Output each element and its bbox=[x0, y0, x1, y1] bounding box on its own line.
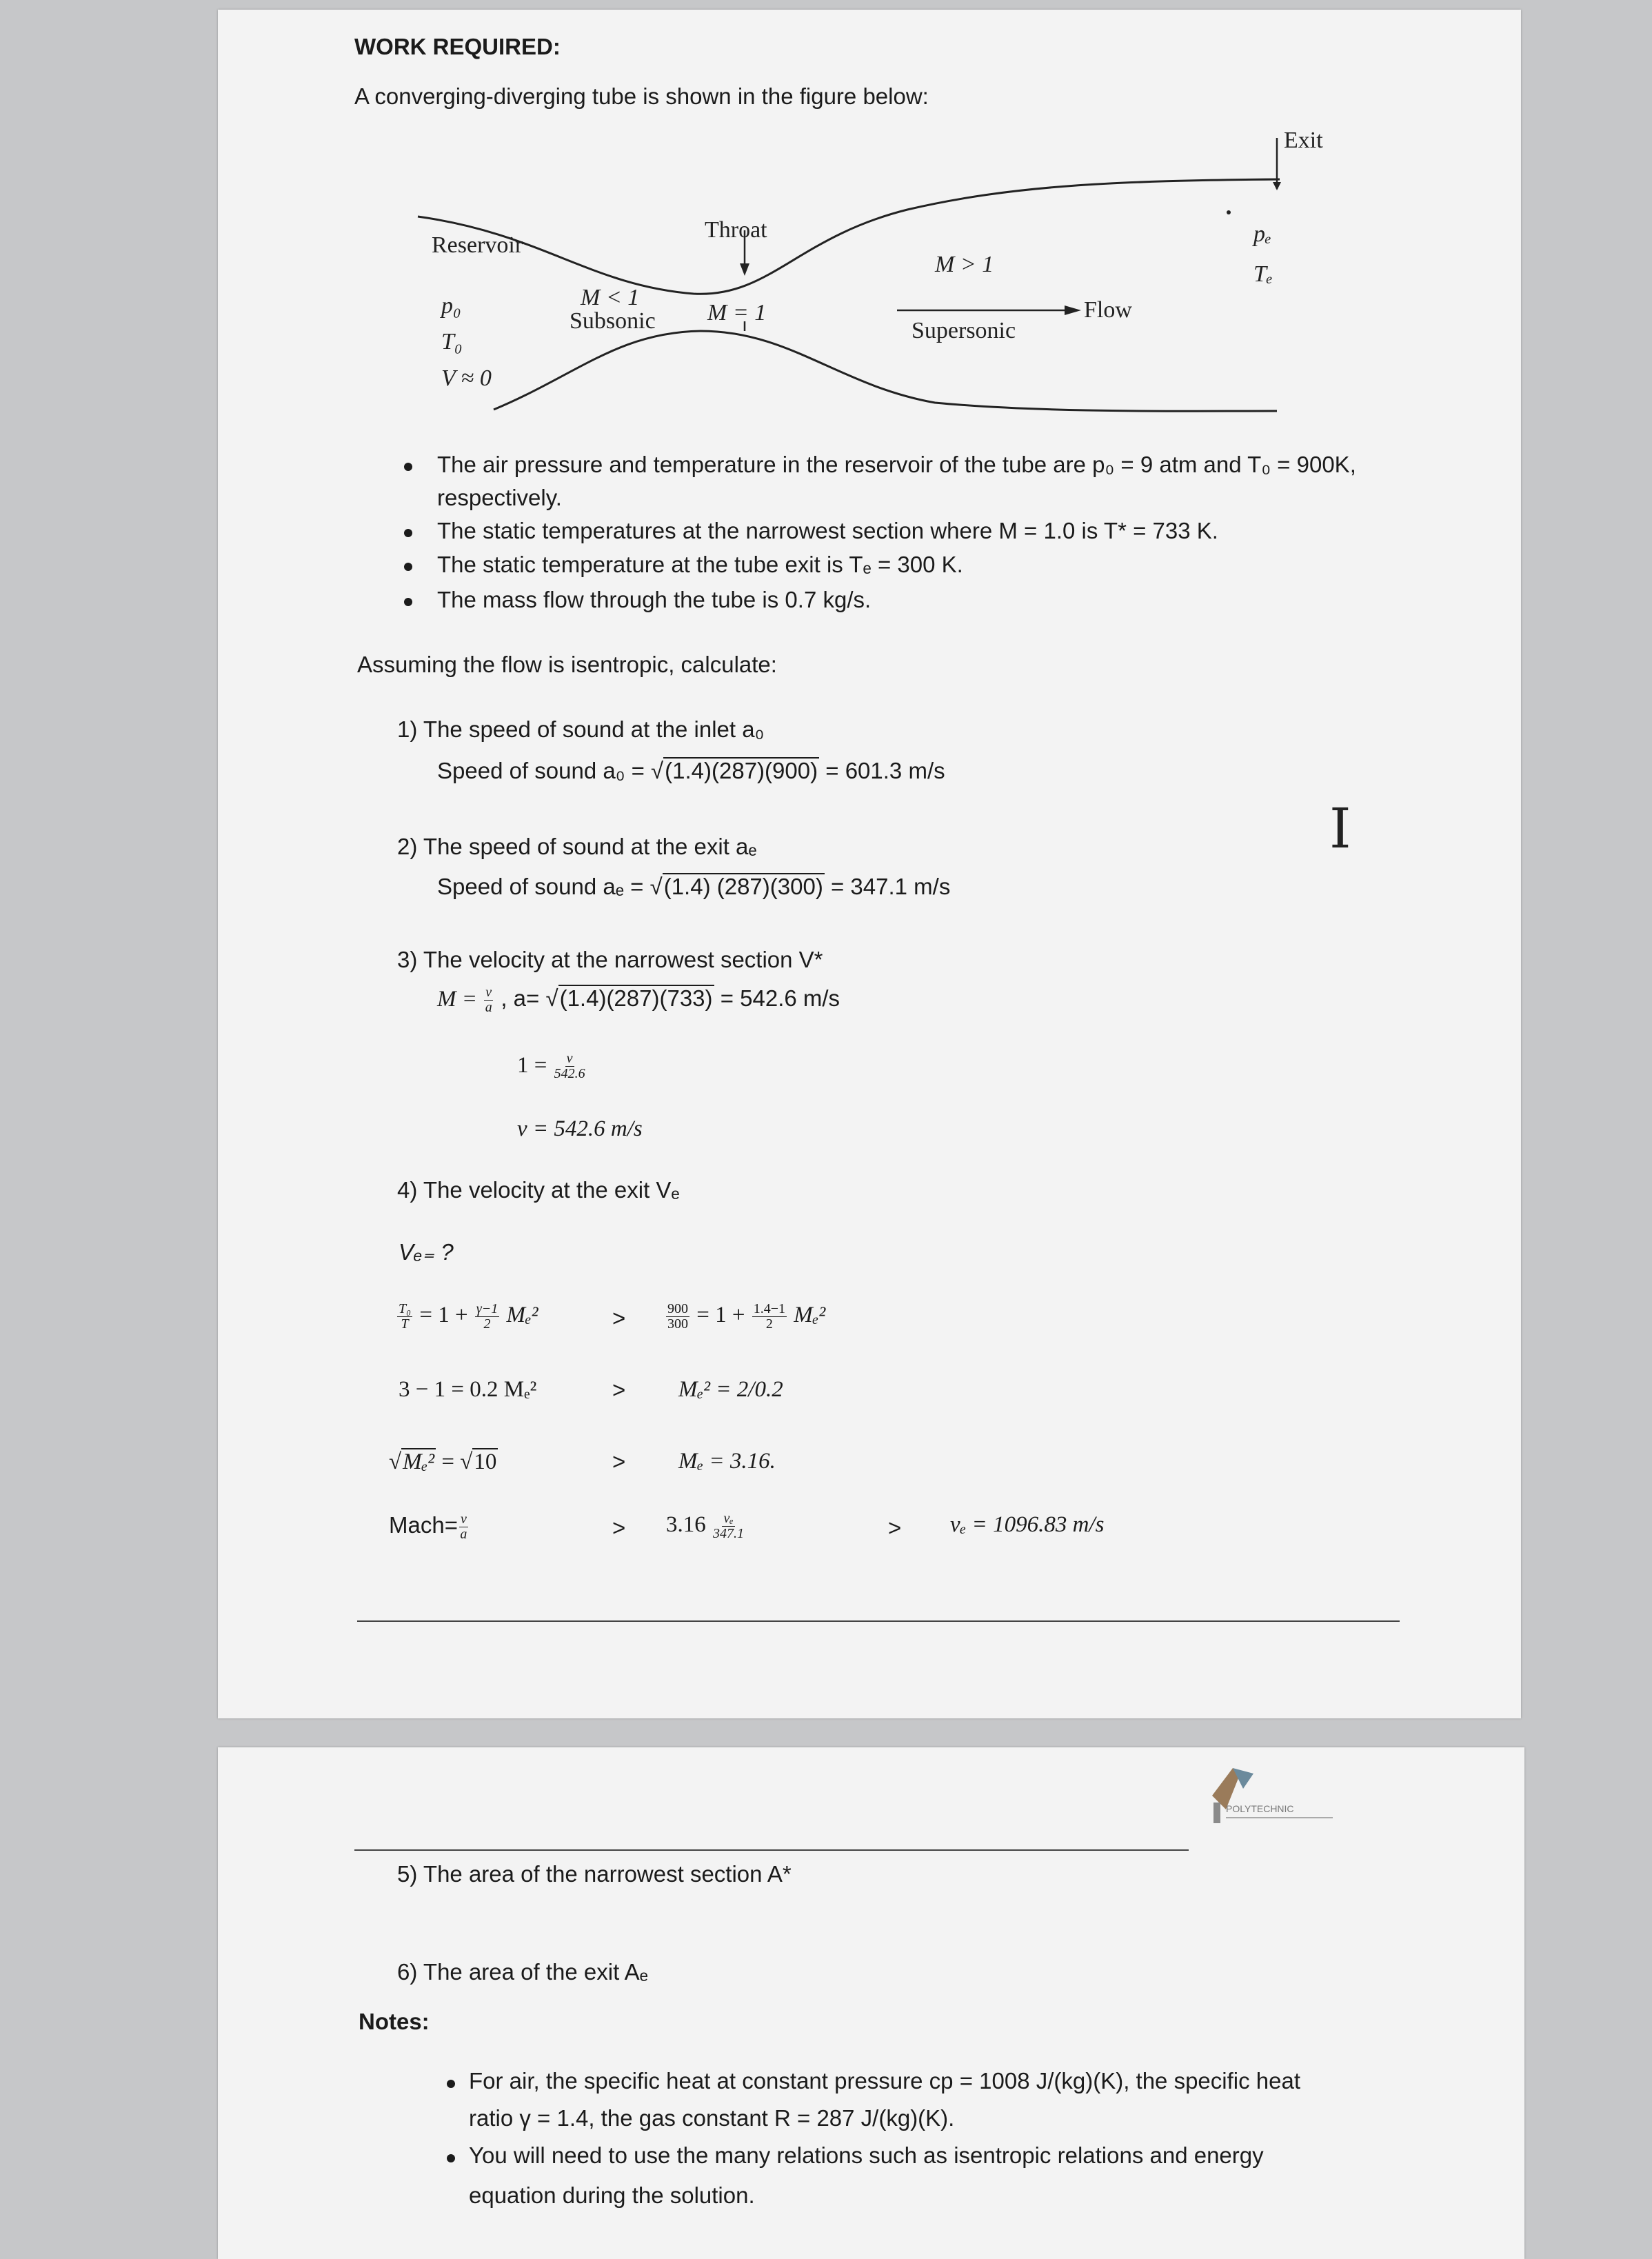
work-required-heading: WORK REQUIRED: bbox=[354, 34, 561, 59]
throat-label: Throat bbox=[705, 217, 767, 243]
bullet-reservoir-continued: respectively. bbox=[437, 485, 562, 510]
q4-implies-2: > bbox=[612, 1377, 626, 1403]
q4-line-3-right: Mₑ = 3.16. bbox=[678, 1449, 776, 1474]
q4-implies-5: > bbox=[888, 1515, 902, 1540]
nozzle-upper-wall bbox=[418, 179, 1280, 294]
question-2-title: 2) The speed of sound at the exit aₑ bbox=[397, 834, 757, 859]
t0-label: T₀ bbox=[441, 329, 463, 354]
q4-line-1-left: $\frac{\text{T₀}}{T}$ = 1 + $\frac{\gamma-1}{2}$ Mₑ² bbox=[399, 1301, 538, 1332]
q4-line-2-left: 3 − 1 = 0.2 Mₑ² bbox=[399, 1377, 537, 1402]
question-4-title: 4) The velocity at the exit Vₑ bbox=[397, 1177, 680, 1203]
q3-eq2-fraction: $\frac{v}{542.6}$ bbox=[554, 1050, 585, 1081]
flow-arrowhead bbox=[1065, 305, 1081, 315]
q3-eq2-prefix: 1 = bbox=[517, 1053, 553, 1078]
q1-prefix: Speed of sound a₀ = bbox=[437, 758, 652, 783]
q3-a-prefix: , a= bbox=[494, 985, 546, 1011]
bullet-dot bbox=[404, 563, 412, 571]
m-greater-label: M > 1 bbox=[935, 252, 994, 277]
question-3-line-1 bbox=[437, 985, 840, 1015]
question-1-answer bbox=[437, 757, 945, 785]
q4-line-4-mid: 3.16 $\frac{\text{vₑ}}{347.1}$ bbox=[666, 1511, 744, 1541]
p0-label: p₀ bbox=[441, 293, 461, 319]
q4-implies-4: > bbox=[612, 1515, 626, 1540]
bullet-throat-temperature: The static temperatures at the narrowest section where M = 1.0 is T* = 733 K. bbox=[437, 518, 1218, 543]
q1-result: = 601.3 m/s bbox=[819, 758, 945, 783]
q4-implies-3: > bbox=[612, 1449, 626, 1474]
supersonic-label: Supersonic bbox=[911, 318, 1016, 343]
exit-label: Exit bbox=[1284, 128, 1323, 153]
text-cursor-icon: I bbox=[1329, 796, 1351, 861]
q3-m-prefix: M = bbox=[437, 987, 483, 1012]
q1-root: (1.4)(287)(900) bbox=[665, 758, 818, 783]
question-1-title: 1) The speed of sound at the inlet a₀ bbox=[397, 716, 765, 742]
reservoir-label: Reservoir bbox=[432, 232, 523, 258]
bullet-exit-temperature: The static temperature at the tube exit is Tₑ = 300 K. bbox=[437, 552, 963, 577]
exit-dot bbox=[1227, 210, 1231, 214]
question-6-title: 6) The area of the exit Aₑ bbox=[397, 1959, 648, 1985]
question-2-answer bbox=[437, 873, 950, 901]
q3-root: (1.4)(287)(733) bbox=[559, 985, 713, 1011]
q3-result: = 542.6 m/s bbox=[714, 985, 840, 1011]
question-5-title: 5) The area of the narrowest section A* bbox=[397, 1861, 792, 1887]
question-3-line-3: v = 542.6 m/s bbox=[517, 1116, 643, 1141]
bullet-dot bbox=[404, 463, 412, 471]
notes-heading: Notes: bbox=[359, 2009, 430, 2034]
sqrt-sign: √ bbox=[651, 758, 664, 783]
logo-text: POLYTECHNIC bbox=[1226, 1803, 1294, 1814]
worksheet-page-1 bbox=[218, 10, 1521, 1718]
throat-arrowhead bbox=[740, 263, 749, 276]
note-1-line-1: For air, the specific heat at constant pressure cp = 1008 J/(kg)(K), the specific heat bbox=[469, 2068, 1301, 2094]
nozzle-diagram bbox=[218, 113, 1521, 430]
q4-line-3-left: √Mₑ² = √10 bbox=[389, 1449, 497, 1474]
flow-label: Flow bbox=[1084, 297, 1132, 323]
question-3-title: 3) The velocity at the narrowest section V* bbox=[397, 947, 823, 972]
logo-pillar bbox=[1213, 1803, 1220, 1823]
section-divider bbox=[354, 1849, 1189, 1851]
section-divider bbox=[357, 1620, 1400, 1622]
q4-line-4-left: Mach= $\frac{v}{a}$ bbox=[389, 1511, 467, 1542]
bullet-mass-flow: The mass flow through the tube is 0.7 kg/s. bbox=[437, 587, 872, 612]
bullet-dot bbox=[447, 2080, 455, 2088]
bullet-reservoir-conditions: The air pressure and temperature in the reservoir of the tube are p₀ = 9 atm and T₀ = 900K, bbox=[437, 452, 1356, 477]
worksheet-page-2 bbox=[218, 1747, 1524, 2259]
bullet-dot bbox=[404, 598, 412, 606]
te-label: Tₑ bbox=[1253, 261, 1273, 287]
q2-result: = 347.1 m/s bbox=[824, 874, 951, 899]
q2-prefix: Speed of sound aₑ = bbox=[437, 874, 650, 899]
bullet-dot bbox=[404, 529, 412, 537]
q2-root: (1.4) (287)(300) bbox=[663, 874, 823, 899]
q4-line-2-right: Mₑ² = 2/0.2 bbox=[678, 1377, 783, 1402]
question-3-line-2 bbox=[517, 1051, 587, 1081]
bullet-dot bbox=[447, 2154, 455, 2162]
q3-m-fraction: $\frac{v}{a}$ bbox=[485, 984, 492, 1015]
m-less-label: M < 1 bbox=[581, 285, 640, 310]
assuming-text: Assuming the flow is isentropic, calculate: bbox=[357, 652, 777, 677]
polytechnic-logo bbox=[1205, 1754, 1336, 1830]
note-2-line-1: You will need to use the many relations such as isentropic relations and energy bbox=[469, 2142, 1264, 2168]
note-2-line-2: equation during the solution. bbox=[469, 2182, 755, 2208]
sqrt-sign: √ bbox=[649, 874, 663, 899]
q4-line-4-right: vₑ = 1096.83 m/s bbox=[950, 1512, 1105, 1537]
subsonic-label: Subsonic bbox=[570, 308, 656, 334]
note-1-line-2: ratio γ = 1.4, the gas constant R = 287 J/(kg)(K). bbox=[469, 2105, 955, 2131]
v0-label: V ≈ 0 bbox=[441, 365, 492, 391]
sqrt-sign: √ bbox=[545, 985, 558, 1011]
nozzle-lower-wall bbox=[494, 331, 1277, 411]
q4-ve-unknown: Vₑ₌ ? bbox=[399, 1239, 454, 1265]
pe-label: pₑ bbox=[1253, 221, 1271, 247]
q4-line-1-right: $\frac{900}{300}$ = 1 + $\frac{1.4-1}{2}$ Mₑ² bbox=[667, 1301, 826, 1332]
m-equal-label: M = 1 bbox=[707, 300, 767, 325]
exit-arrowhead bbox=[1273, 182, 1281, 190]
q4-implies-1: > bbox=[612, 1305, 626, 1331]
intro-text: A converging-diverging tube is shown in the figure below: bbox=[354, 83, 929, 109]
